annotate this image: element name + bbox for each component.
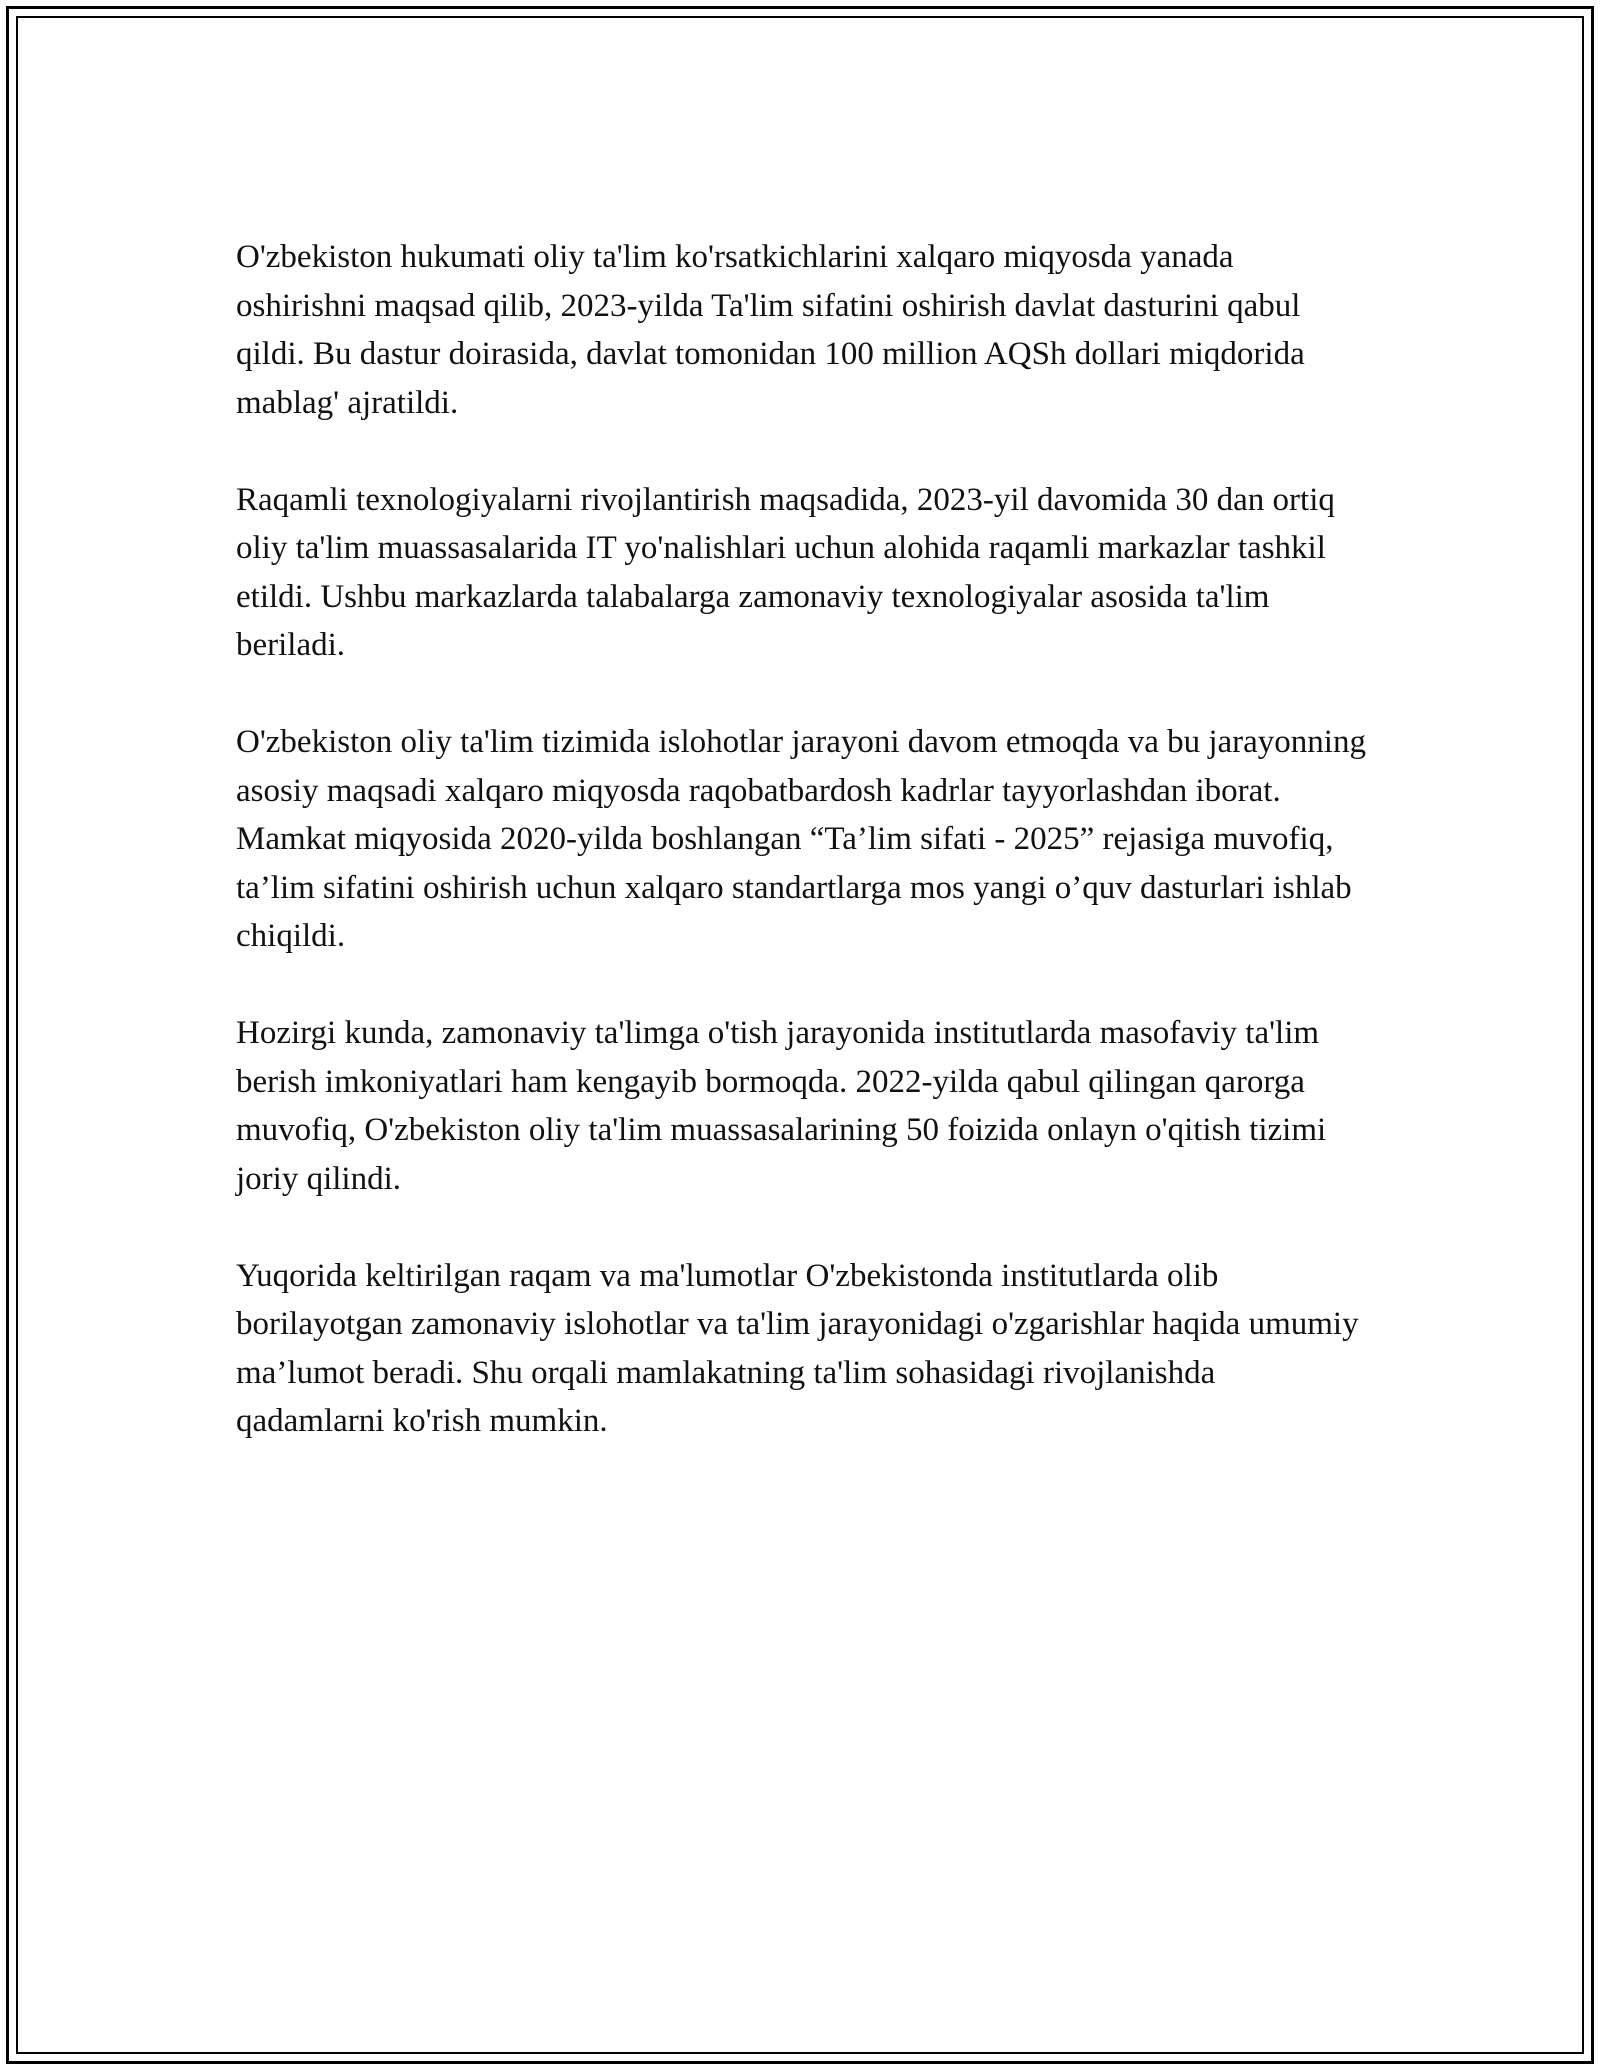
paragraph-digital-centers: Raqamli texnologiyalarni rivojlantirish maqsadida, 2023-yil davomida 30 dan ortiq oliy ta'lim muassasalarida IT yo'nalishlari uchun alohida raqamli markazlar tashkil etildi. Ushbu markazlarda talabalarga zamonaviy texnologiyalar asosida ta'lim beriladi. (236, 481, 1335, 663)
paragraph-education-program: O'zbekiston hukumati oliy ta'lim ko'rsatkichlarini xalqaro miqyosda yanada oshirishni maqsad qilib, 2023-yilda Ta'lim sifatini oshirish davlat dasturini qabul qildi. Bu dastur doirasida, davlat tomonidan 100 million AQSh dollari miqdorida mablag' ajratildi. (236, 239, 1305, 421)
paragraph-reforms: O'zbekiston oliy ta'lim tizimida islohotlar jarayoni davom etmoqda va bu jarayonning asosiy maqsadi xalqaro miqyosda raqobatbardosh kadrlar tayyorlashdan iborat. Mamkat miqyosida 2020-yilda boshlangan “Ta’lim sifati - 2025” rejasiga muvofiq, ta’lim sifatini oshirish uchun xalqaro standartlarga mos yangi o’quv dasturlari ishlab chiqildi. (236, 724, 1366, 954)
paragraph-summary: Yuqorida keltirilgan raqam va ma'lumotlar O'zbekistonda institutlarda olib borilayotgan zamonaviy islohotlar va ta'lim jarayonidagi o'zgarishlar haqida umumiy ma’lumot beradi. Shu orqali mamlakatning ta'lim sohasidagi rivojlanishda qadamlarni ko'rish mumkin. (236, 1257, 1359, 1439)
document-body (236, 233, 1366, 1446)
paragraph-distance-learning: Hozirgi kunda, zamonaviy ta'limga o'tish jarayonida institutlarda masofaviy ta'lim berish imkoniyatlari ham kengayib bormoqda. 2022-yilda qabul qilingan qarorga muvofiq, O'zbekiston oliy ta'lim muassasalarining 50 foizida onlayn o'qitish tizimi joriy qilindi. (236, 1015, 1327, 1197)
